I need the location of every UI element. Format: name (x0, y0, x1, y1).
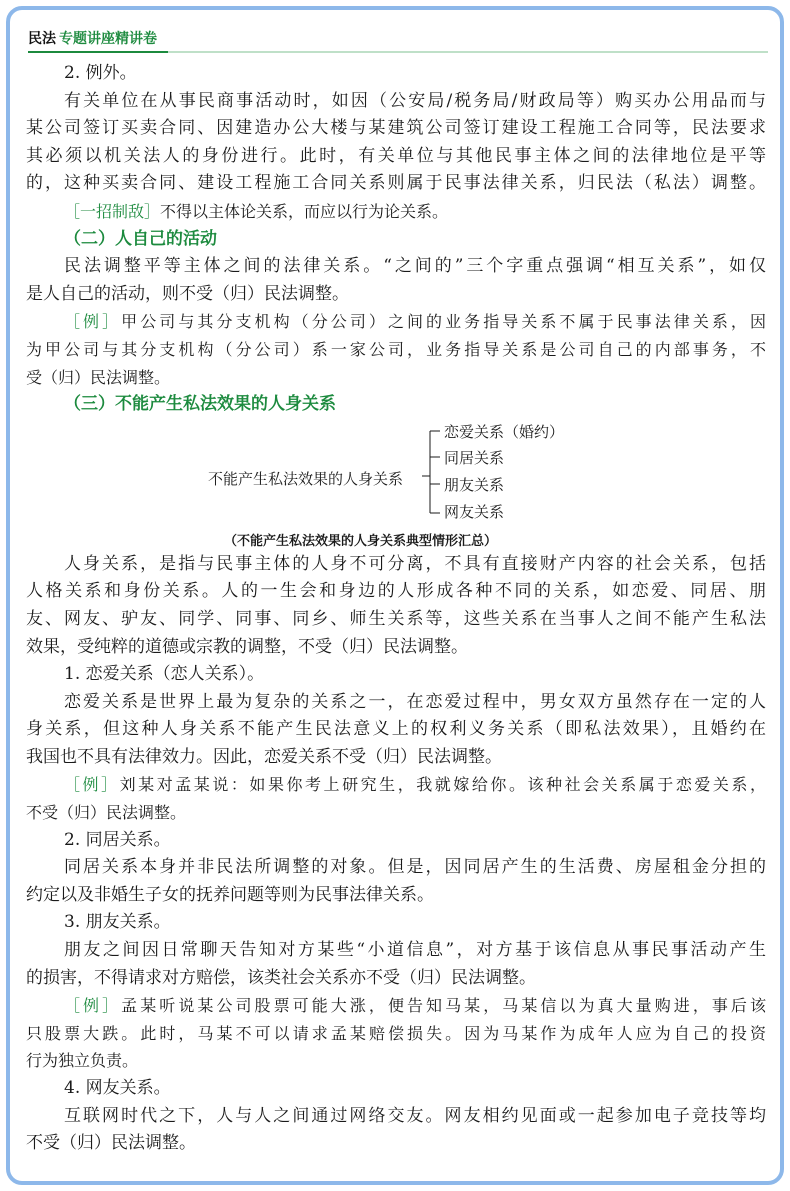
example-text: 甲公司与其分支机构（分公司）之间的业务指导关系不属于民事法律关系，因 (121, 312, 766, 332)
paragraph-line: 恋爱关系是世界上最为复杂的关系之一，在恋爱过程中，男女双方虽然存在一定的人 (64, 691, 766, 712)
tip-tag: ［一招制敌］ (64, 201, 161, 221)
net-title: 4. 网友关系。 (64, 1078, 171, 1098)
exception-title: 2. 例外。 (64, 63, 137, 83)
paragraph-line: 其必须以机关法人的身份进行。此时，有关单位与其他民事主体之间的法律地位是平等 (26, 145, 766, 166)
example-line: 受（归）民法调整。 (26, 367, 171, 387)
paragraph-line: 有关单位在从事民商事活动时，如因（公安局/税务局/财政局等）购买办公用品而与 (64, 90, 766, 111)
paragraph-line: 人格关系和身份关系。人的一生会和身边的人形成各种不同的关系，如恋爱、同居、朋 (26, 581, 766, 602)
paragraph-line: 朋友之间因日常聊天告知对方某些“小道信息”，对方基于该信息从事民事活动产生 (64, 940, 766, 961)
paragraph-line: 友、网友、驴友、同学、同事、同乡、师生关系等，这些关系在当事人之间不能产生私法 (26, 608, 766, 629)
example-line: 只股票大跌。此时，马某不可以请求孟某赔偿损失。因为马某作为成年人应为自己的投资 (26, 1023, 766, 1043)
diagram-item: 朋友关系 (444, 475, 505, 494)
paragraph-line: 是人自己的活动，则不受（归）民法调整。 (26, 283, 349, 304)
header-subject: 民法 (28, 31, 56, 47)
love-title: 1. 恋爱关系（恋人关系）。 (64, 664, 265, 685)
example-line: 为甲公司与其分支机构（分公司）系一家公司，业务指导关系是公司自己的内部事务，不 (26, 339, 766, 359)
paragraph-line: 我国也不具有法律效力。因此，恋爱关系不受（归）民法调整。 (26, 746, 502, 767)
example-line (26, 992, 766, 1020)
page-body (26, 60, 766, 1158)
running-header (28, 25, 157, 51)
header-rule (28, 51, 768, 53)
paragraph-line: 同居关系本身并非民法所调整的对象。但是，因同居产生的生活费、房屋租金分担的 (64, 857, 766, 878)
example-tag: ［例］ (64, 312, 122, 332)
relationship-diagram (26, 419, 766, 551)
example-text: 孟某听说某公司股票可能大涨，便告知马某，马某信以为真大量购进，事后该 (121, 996, 766, 1016)
friend-title: 3. 朋友关系。 (64, 912, 171, 933)
paragraph-line: 不受（归）民法调整。 (26, 1133, 196, 1154)
header-series: 专题讲座精讲卷 (59, 31, 157, 47)
paragraph-line: 效果，受纯粹的道德或宗教的调整，不受（归）民法调整。 (26, 636, 468, 657)
paragraph-line: 身关系，但这种人身关系不能产生民法意义上的权利义务关系（即私法效果），且婚约在 (26, 719, 766, 740)
example-line: 行为独立负责。 (26, 1051, 139, 1071)
example-line (26, 771, 766, 799)
cohab-title: 2. 同居关系。 (64, 829, 171, 850)
paragraph-line: 民法调整平等主体之间的法律关系。“之间的”三个字重点强调“相互关系”，如仅 (64, 256, 766, 277)
paragraph-line: 约定以及非婚生子女的抚养问题等则为民事法律关系。 (26, 884, 434, 905)
section-heading-3: （三）不能产生私法效果的人身关系 (64, 394, 336, 415)
example-line (26, 308, 766, 336)
example-tag: ［例］ (64, 775, 120, 795)
diagram-item: 网友关系 (444, 502, 505, 521)
tip-line (26, 198, 766, 226)
section-heading-2: （二）人自己的活动 (64, 228, 217, 249)
tip-text: 不得以主体论关系，而应以行为论关系。 (160, 201, 449, 221)
diagram-root: 不能产生私法效果的人身关系 (208, 469, 404, 488)
diagram-item: 同居关系 (444, 448, 505, 467)
paragraph-line: 人身关系，是指与民事主体的人身不可分离，不具有直接财产内容的社会关系，包括 (64, 553, 766, 574)
paragraph-line: 某公司签订买卖合同、因建造办公大楼与某建筑公司签订建设工程施工合同等，民法要求 (26, 118, 766, 139)
example-tag: ［例］ (64, 996, 122, 1016)
example-text: 刘某对孟某说：如果你考上研究生，我就嫁给你。该种社会关系属于恋爱关系， (119, 775, 766, 795)
paragraph-line: 互联网时代之下，人与人之间通过网络交友。网友相约见面或一起参加电子竞技等均 (64, 1105, 766, 1126)
example-line: 不受（归）民法调整。 (26, 803, 187, 823)
diagram-caption: （不能产生私法效果的人身关系典型情形汇总） (224, 533, 498, 549)
paragraph-line: 的损害，不得请求对方赔偿，该类社会关系亦不受（归）民法调整。 (26, 967, 536, 988)
diagram-item: 恋爱关系（婚约） (444, 422, 565, 441)
paragraph-line: 的，这种买卖合同、建设工程施工合同关系则属于民事法律关系，归民法（私法）调整。 (26, 173, 766, 194)
